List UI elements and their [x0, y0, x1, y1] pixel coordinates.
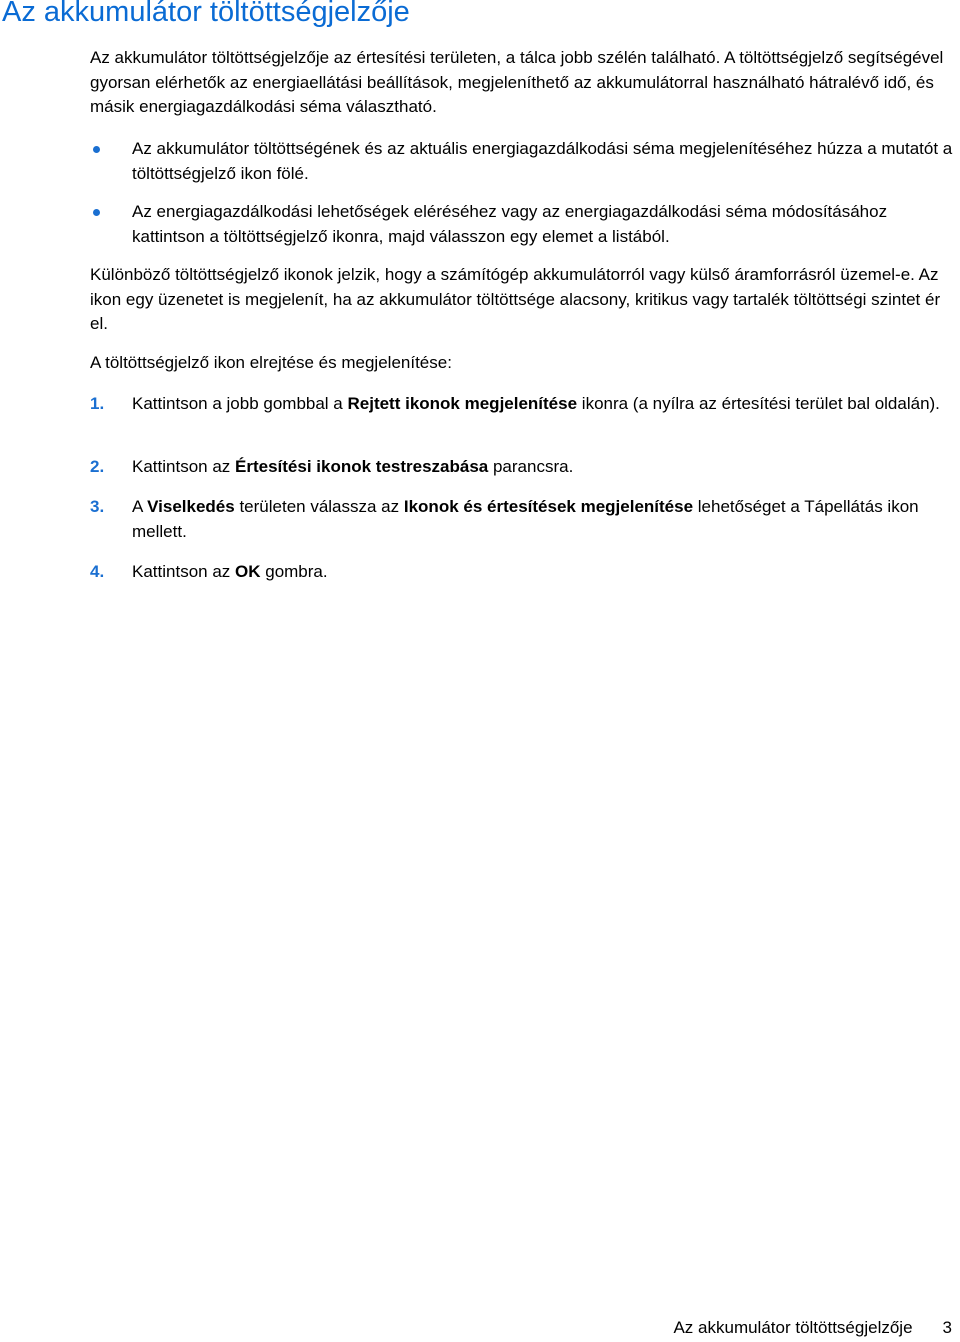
bullet-dot-icon: [93, 209, 100, 216]
page-footer: [673, 1318, 952, 1338]
footer-title: Az akkumulátor töltöttségjelzője: [673, 1318, 913, 1337]
step-number: 1.: [90, 394, 105, 413]
icons-paragraph: Különböző töltöttségjelző ikonok jelzik, hogy a számítógép akkumulátorról vagy külső áramforrásról üzemel-e. Az ikon egy üzenetet is megjelenít, ha az akkumulátor töltöttsége alacsony, kritikus vagy tartalék töltöttségi szintet ér el.: [90, 265, 941, 333]
step-number: 3.: [90, 497, 105, 516]
ui-term: Ikonok és értesítések megjelenítése: [403, 497, 694, 516]
ui-term: Rejtett ikonok megjelenítése: [347, 394, 578, 413]
ui-term: Értesítési ikonok testreszabása: [235, 457, 489, 476]
step-number: 2.: [90, 457, 105, 476]
intro-paragraph: Az akkumulátor töltöttségjelzője az értesítési területen, a tálca jobb szélén található. A töltöttségjelző segítségével gyorsan elérhetők az energiaellátási beállítások, megjeleníthető az akkumulátorral használható hátralévő idő, és másik energiagazdálkodási séma választható.: [90, 48, 944, 116]
ui-term: OK: [235, 562, 261, 581]
step-text: Kattintson az Értesítési ikonok testreszabása parancsra.: [132, 457, 574, 476]
bullet-text: Az energiagazdálkodási lehetőségek eléréséhez vagy az energiagazdálkodási séma módosításához kattintson a töltöttségjelző ikonra, majd válasszon egy elemet a listából.: [132, 202, 888, 246]
step-number: 4.: [90, 562, 105, 581]
step-text: A Viselkedés területen válassza az Ikonok és értesítések megjelenítése lehetőséget a Tápellátás ikon mellett.: [132, 497, 919, 541]
step-text: Kattintson a jobb gombbal a Rejtett ikonok megjelenítése ikonra (a nyílra az értesítési terület bal oldalán).: [132, 394, 940, 413]
hide-show-intro: A töltöttségjelző ikon elrejtése és megjelenítése:: [90, 353, 452, 372]
page-title: Az akkumulátor töltöttségjelzője: [2, 0, 410, 28]
ui-term: Viselkedés: [147, 497, 235, 516]
step-text: Kattintson az OK gombra.: [132, 562, 328, 581]
page-number: 3: [942, 1318, 952, 1337]
bullet-dot-icon: [93, 146, 100, 153]
bullet-text: Az akkumulátor töltöttségének és az aktuális energiagazdálkodási séma megjelenítéséhez húzza a mutatót a töltöttségjelző ikon fölé.: [132, 139, 953, 183]
